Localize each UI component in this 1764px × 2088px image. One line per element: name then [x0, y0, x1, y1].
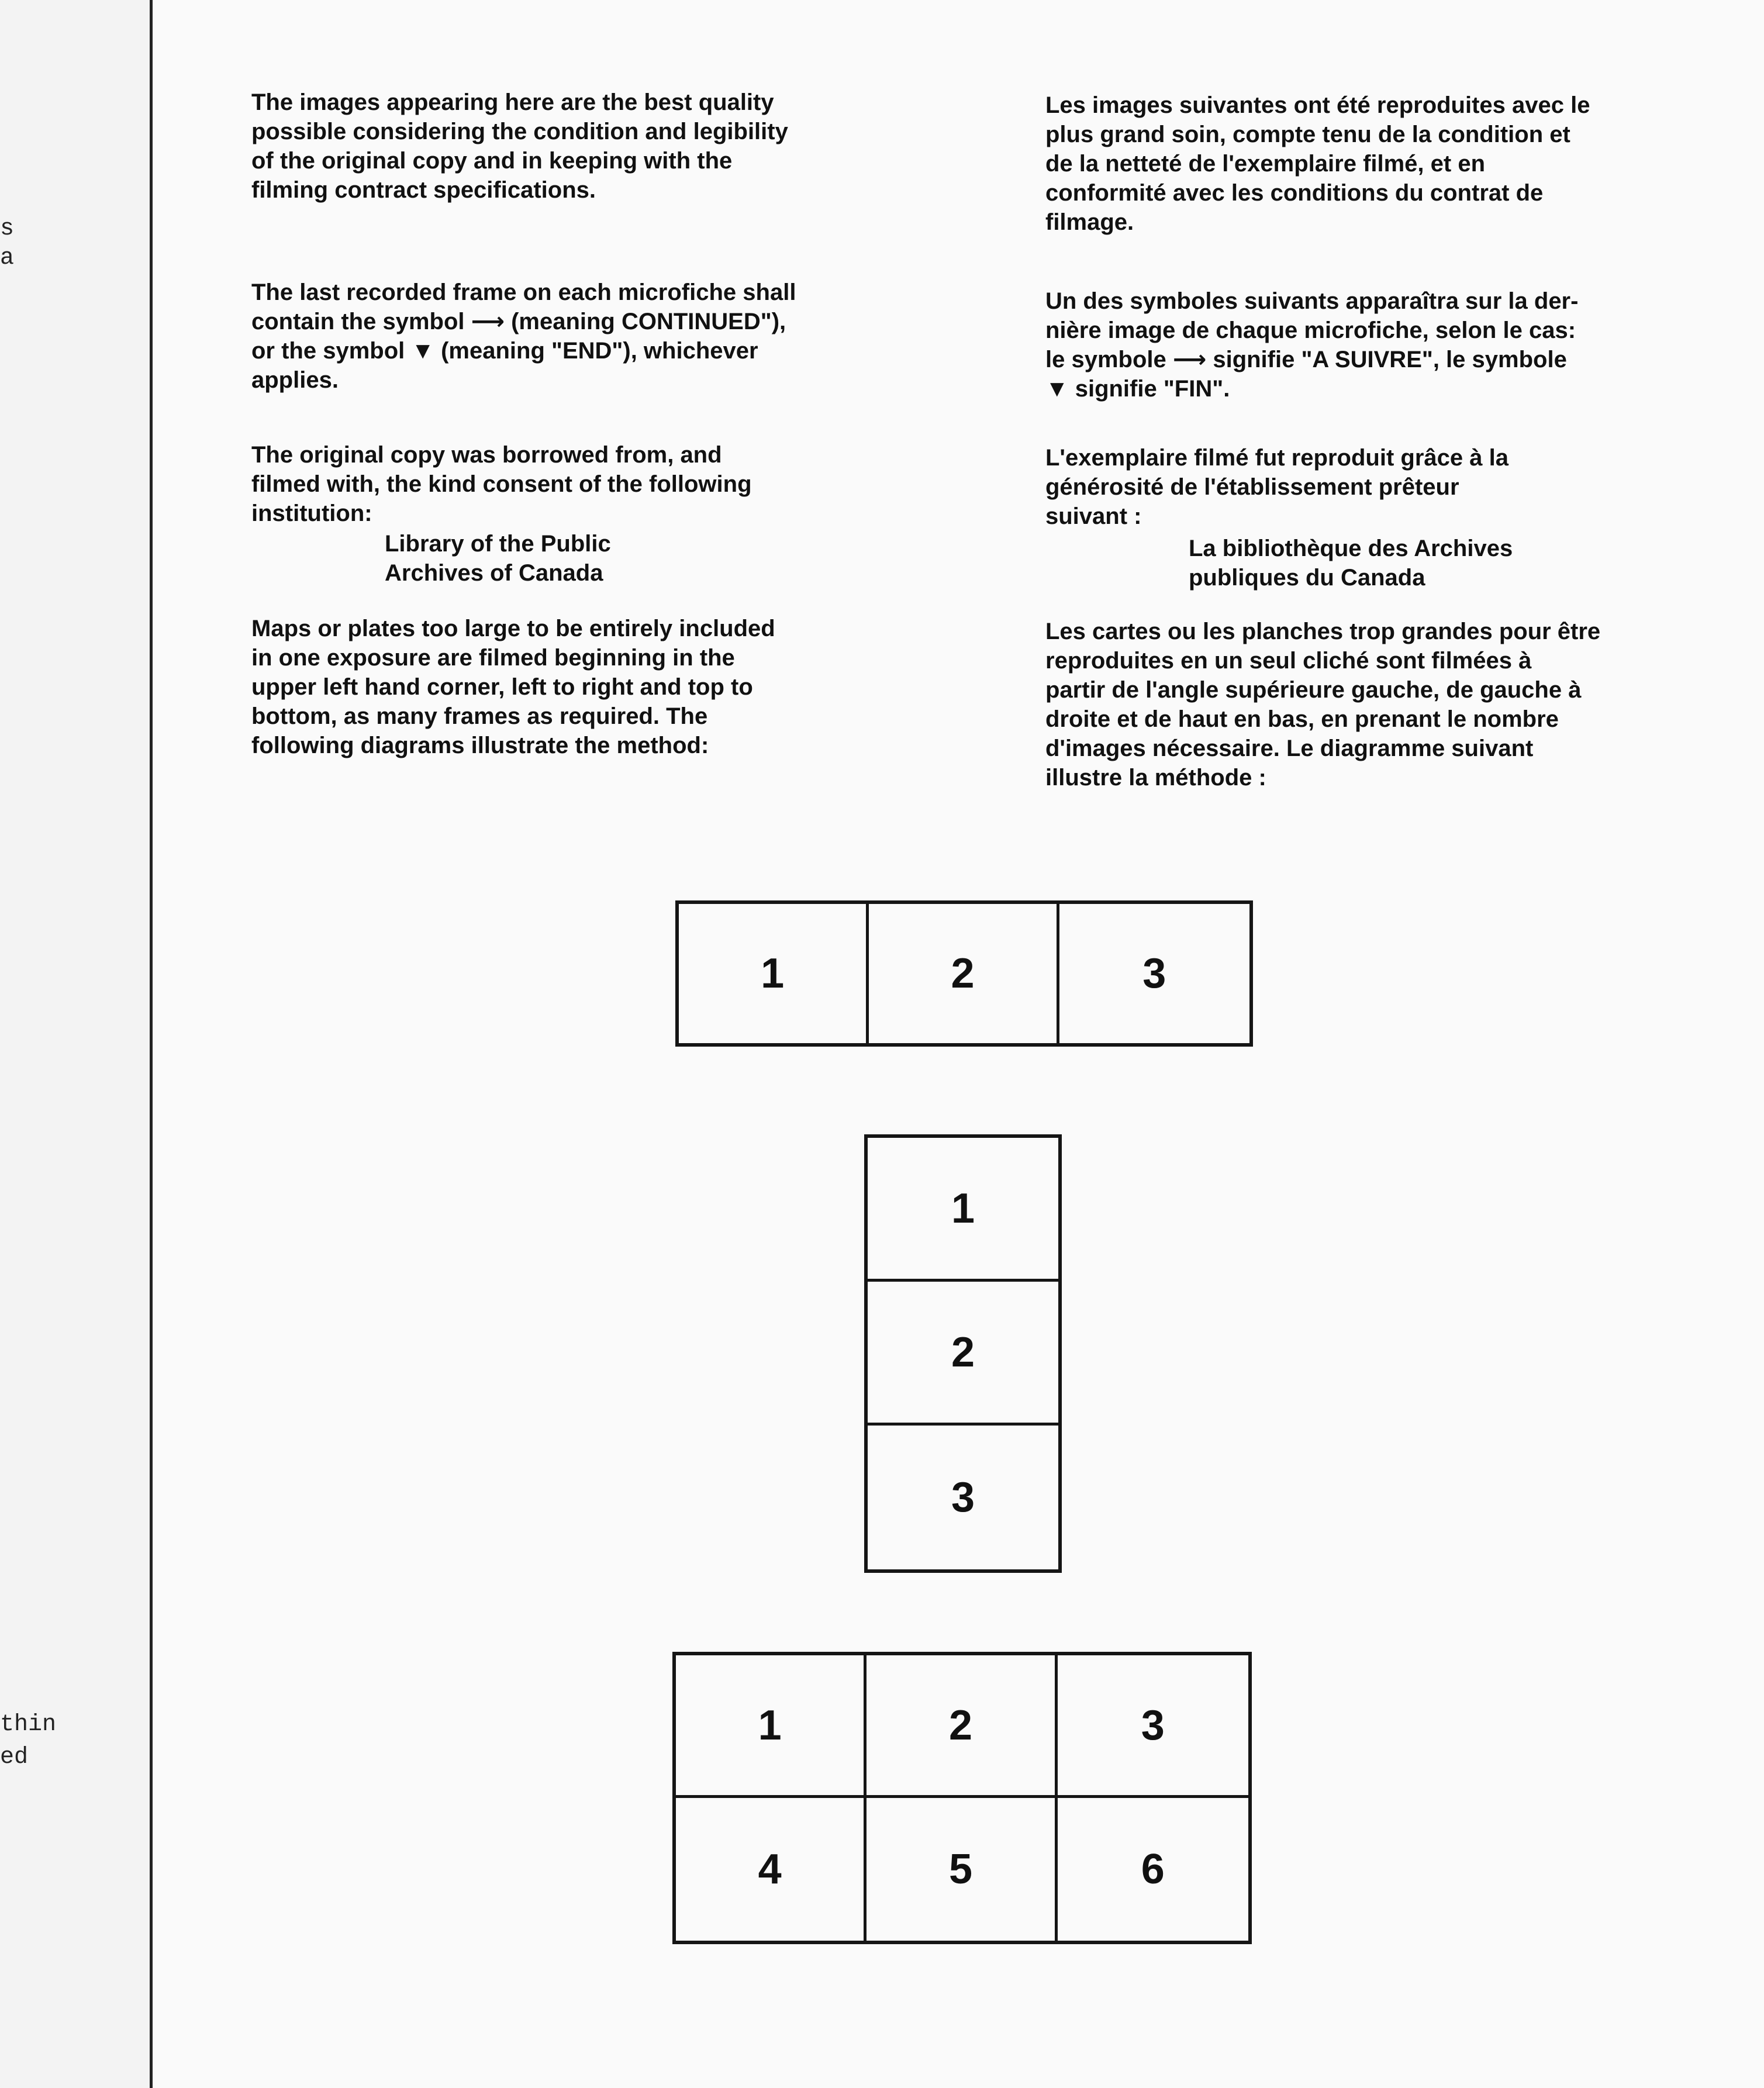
- english-quality-paragraph: The images appearing here are the best quality possible considering the condition and legibility of the original copy and in keeping with the filming contract specifications.: [251, 89, 788, 203]
- left-margin-strip: [0, 0, 151, 2088]
- french-quality-paragraph: Les images suivantes ont été reproduites avec le plus grand soin, compte tenu de la condition et de la netteté de l'exemplaire filmé, et en conformité avec les conditions du contrat de filmage.: [1045, 92, 1590, 235]
- english-column: [251, 88, 906, 789]
- english-consent-paragraph: The original copy was borrowed from, and filmed with, the kind consent of the following institution:: [251, 442, 752, 526]
- vertical-frames-diagram: [864, 1134, 1062, 1573]
- horizontal-frames-diagram: [675, 900, 1253, 1047]
- frame-cell: 1: [868, 1138, 1058, 1282]
- frame-cell: 1: [679, 904, 869, 1043]
- frame-cell: 2: [868, 1282, 1058, 1426]
- frame-cell: 2: [867, 1655, 1057, 1798]
- french-maps-paragraph: Les cartes ou les planches trop grandes pour être reproduites en un seul cliché sont filmées à partir de l'angle supérieure gauche, de gauche à droite et de haut en bas, en prenant le nombre d'images nécessaire. Le diagramme suivant illustre la méthode :: [1045, 619, 1601, 791]
- margin-fragment-a: a: [0, 245, 15, 271]
- frame-cell: 5: [867, 1798, 1057, 1941]
- frame-cell: 2: [869, 904, 1059, 1043]
- french-consent-paragraph: L'exemplaire filmé fut reproduit grâce à la générosité de l'établissement prêteur suivant :: [1045, 445, 1508, 529]
- english-maps-paragraph: Maps or plates too large to be entirely included in one exposure are filmed beginning in the upper left hand corner, left to right and top to bottom, as many frames as required. The following diagrams illustrate the method:: [251, 616, 775, 758]
- margin-fragment-s: s: [0, 216, 15, 242]
- english-symbol-paragraph: The last recorded frame on each microfiche shall contain the symbol ⟶ (meaning CONTINUED"), or the symbol ▼ (meaning "END"), whichever applies.: [251, 279, 796, 393]
- frame-cell: 3: [951, 1474, 975, 1521]
- frame-cell: 3: [1058, 1655, 1248, 1798]
- english-institution-name: Library of the Public Archives of Canada: [385, 531, 611, 586]
- french-institution-name: La bibliothèque des Archives publiques du Canada: [1189, 536, 1513, 591]
- frame-cell: 6: [1141, 1846, 1165, 1893]
- frame-cell: 3: [1142, 950, 1166, 997]
- grid-frames-diagram: [672, 1652, 1252, 1944]
- frame-cell: 4: [676, 1798, 867, 1941]
- frame-cell: 1: [676, 1655, 867, 1798]
- margin-fragment-thin: thin: [0, 1711, 57, 1738]
- left-margin-border: [150, 0, 153, 2088]
- french-column: [1045, 91, 1706, 827]
- margin-fragment-ed: ed: [0, 1744, 29, 1771]
- french-symbol-paragraph: Un des symboles suivants apparaîtra sur la der- nière image de chaque microfiche, selon le cas: le symbole ⟶ signifie "A SUIVRE", le symbole ▼ signifie "FIN".: [1045, 288, 1579, 402]
